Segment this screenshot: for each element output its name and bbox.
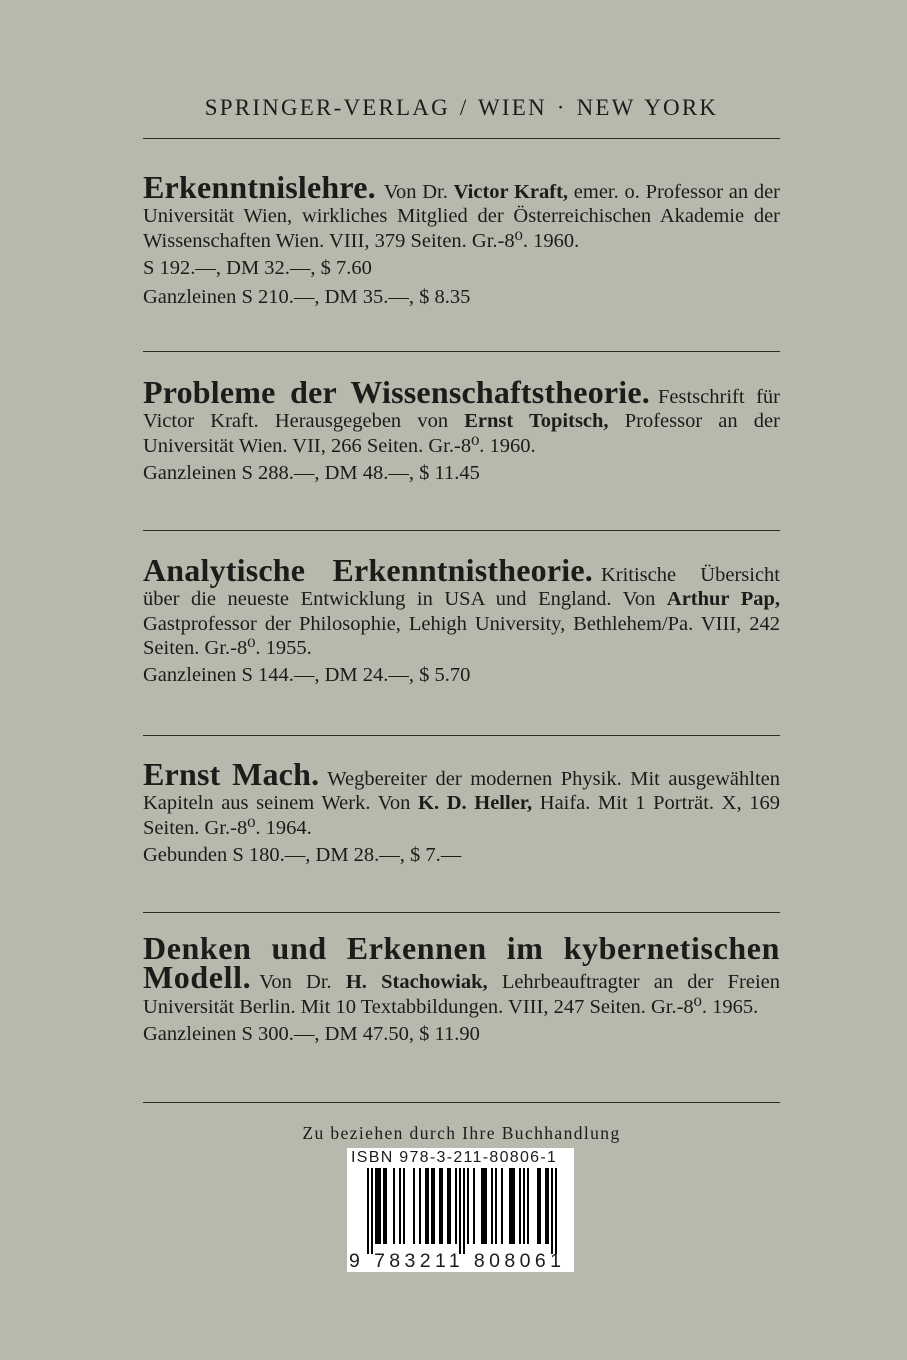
barcode-bar <box>539 1168 541 1244</box>
barcode-bar <box>379 1168 381 1244</box>
barcode-bar <box>519 1168 521 1244</box>
description-text: Lehrbeauftragter an der Freien Universität Berlin. Mit 10 Textabbildungen. VIII, 247 Seiten. Gr.-8⁰. 1965. <box>143 971 780 1018</box>
description-text: Kritische Übersicht über die neueste Entwicklung in USA und England. Von <box>143 564 781 611</box>
barcode-bar <box>527 1168 529 1244</box>
barcode-bar <box>441 1168 443 1244</box>
author-name: Arthur Pap, <box>666 588 780 611</box>
book-title: Analytische Erkenntnistheorie. <box>143 552 593 588</box>
footer-rule <box>143 1102 780 1103</box>
description-text: Gastprofessor der Philosophie, Lehigh University, Bethlehem/Pa. VIII, 242 Seiten. Gr.-8⁰. 1955. <box>143 612 780 659</box>
header-rule <box>143 138 780 139</box>
book-title: Probleme der Wissenschaftstheorie. <box>143 374 650 410</box>
barcode-bar <box>473 1168 475 1244</box>
barcode-bar <box>483 1168 485 1244</box>
barcode-bar <box>491 1168 493 1244</box>
description-text: Von Dr. <box>259 971 346 994</box>
barcode-bar <box>431 1168 433 1244</box>
barcode-bar <box>551 1168 553 1254</box>
barcode-bar <box>385 1168 387 1244</box>
barcode-bar <box>555 1168 557 1254</box>
author-name: H. Stachowiak, <box>345 971 488 994</box>
barcode-bar <box>481 1168 483 1244</box>
barcode-bar <box>495 1168 497 1244</box>
barcode-bar <box>545 1168 547 1244</box>
barcode-bar <box>433 1168 435 1244</box>
barcode-bar <box>413 1168 415 1244</box>
barcode-bar <box>399 1168 401 1244</box>
publisher-header: SPRINGER-VERLAG / WIEN · NEW YORK <box>204 95 719 120</box>
book-title: Ernst Mach. <box>143 756 320 792</box>
barcode-bar <box>425 1168 427 1244</box>
barcode-bar <box>459 1168 461 1254</box>
barcode-bar <box>537 1168 539 1244</box>
section-rule <box>143 530 780 531</box>
barcode-bar <box>509 1168 511 1244</box>
barcode-bar <box>467 1168 469 1244</box>
section-rule <box>143 735 780 736</box>
barcode-bar <box>449 1168 451 1244</box>
book-entry-analytische <box>143 552 781 690</box>
book-entry-ernst-mach <box>143 756 781 869</box>
description-text: Festschrift für Victor Kraft. Herausgegeben von <box>143 386 780 433</box>
barcode-bar <box>501 1168 503 1244</box>
description-text: Haifa. Mit 1 Porträt. X, 169 Seiten. Gr.-8⁰. 1964. <box>143 792 780 839</box>
description-text: emer. o. Professor an der Universität Wien, wirkliches Mitglied der Österreichischen Akademie der Wissenschaften Wien. VIII, 379 Seiten. Gr.-8⁰. 1960. <box>143 181 780 252</box>
barcode-box <box>347 1148 574 1272</box>
barcode-bar <box>463 1168 465 1254</box>
book-title: Erkenntnislehre. <box>143 169 376 205</box>
barcode-bar <box>393 1168 395 1244</box>
book-title: Denken und Erkennen im kybernetischen Modell. <box>143 930 780 996</box>
book-entry-kybernetik <box>143 930 780 1048</box>
description-text: Wegbereiter der modernen Physik. Mit ausgewählten Kapiteln aus seinem Werk. Von <box>143 768 781 815</box>
barcode-bar <box>375 1168 377 1244</box>
barcode-bar <box>383 1168 385 1244</box>
description-text: Von Dr. <box>383 181 454 203</box>
author-name: K. D. Heller, <box>418 792 533 815</box>
barcode-bar <box>419 1168 421 1244</box>
book-price: Ganzleinen S 300.—, DM 47.50, $ 11.90 <box>143 1022 480 1045</box>
barcode-bar <box>403 1168 405 1244</box>
barcode-bar <box>447 1168 449 1244</box>
author-name: Ernst Topitsch, <box>464 410 609 433</box>
section-rule <box>143 912 780 913</box>
book-entry-erkenntnislehre <box>143 169 780 312</box>
ean-digits: 9 783211 808061 <box>349 1250 566 1272</box>
barcode-bar <box>455 1168 457 1244</box>
barcode-bar <box>371 1168 373 1254</box>
barcode-bar <box>547 1168 549 1244</box>
distribution-note: Zu beziehen durch Ihre Buchhandlung <box>302 1123 621 1143</box>
isbn-label: ISBN 978-3-211-80806-1 <box>351 1149 558 1166</box>
description-text: Professor an der Universität Wien. VII, 266 Seiten. Gr.-8⁰. 1960. <box>143 410 780 457</box>
barcode-bar <box>367 1168 369 1254</box>
barcode-bar <box>377 1168 379 1244</box>
barcode-bar <box>523 1168 525 1244</box>
barcode-bar <box>485 1168 487 1244</box>
book-price: Ganzleinen S 144.—, DM 24.—, $ 5.70 <box>143 664 471 687</box>
book-price: Ganzleinen S 288.—, DM 48.—, $ 11.45 <box>143 461 480 484</box>
section-rule <box>143 351 780 352</box>
barcode-bar <box>427 1168 429 1244</box>
book-price: S 192.—, DM 32.—, $ 7.60 <box>143 256 372 279</box>
book-price: Gebunden S 180.—, DM 28.—, $ 7.— <box>143 843 462 866</box>
book-price: Ganzleinen S 210.—, DM 35.—, $ 8.35 <box>143 286 471 309</box>
barcode-bar <box>511 1168 513 1244</box>
barcode-bar <box>513 1168 515 1244</box>
barcode-bar <box>439 1168 441 1244</box>
book-entry-wissenschaftstheorie <box>143 374 780 487</box>
author-name: Victor Kraft, <box>453 181 569 203</box>
